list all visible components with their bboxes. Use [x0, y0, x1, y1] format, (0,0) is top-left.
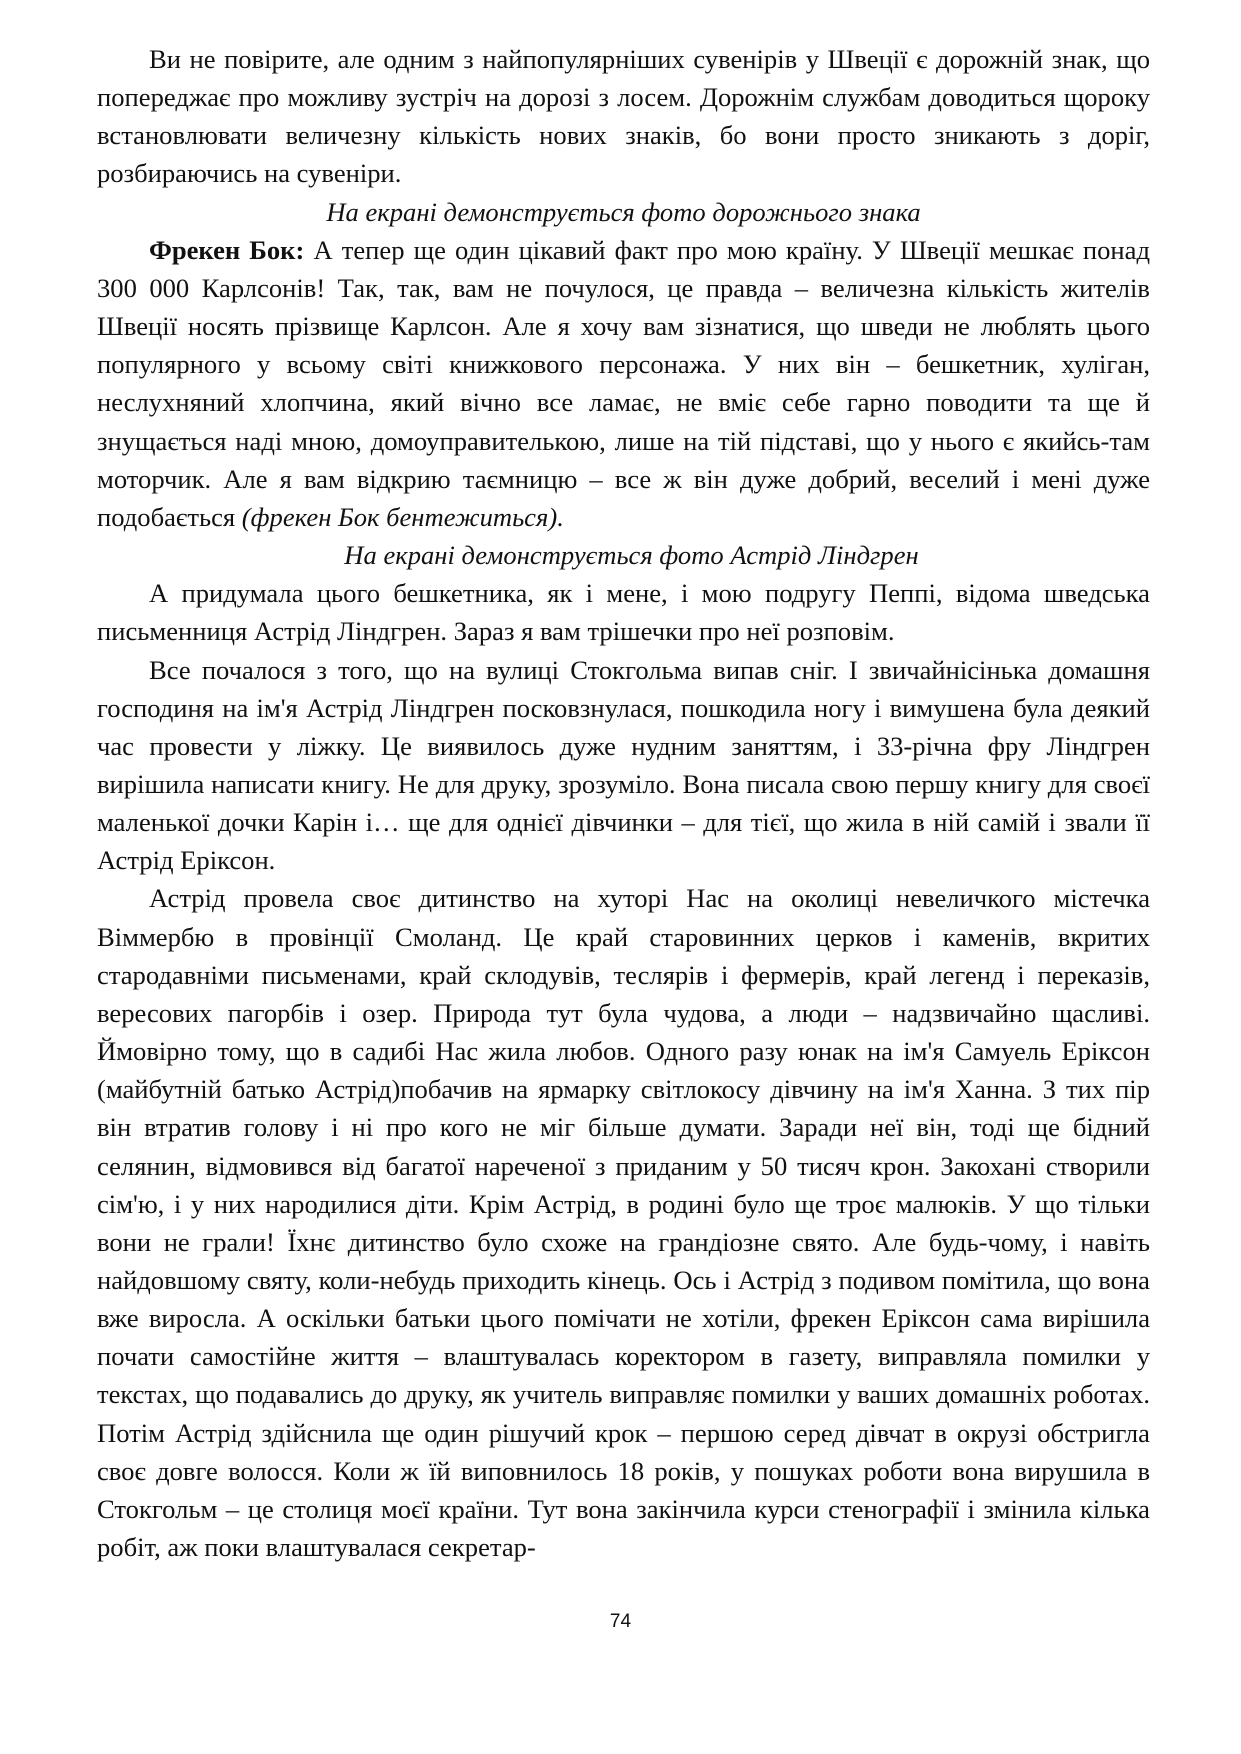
- paragraph-childhood: Астрід провела своє дитинство на хуторі Нас на околиці невеличкого містечка Віммербю в провінції Смоланд. Це край старовинних церков і каменів, вкритих стародавніми письменами, край склодувів, теслярів і фермерів, край легенд і переказів, вересових пагорбів і озер. Природа тут була чудова, а люди – надзвичайно щасливі. Ймовірно тому, що в садибі Нас жила любов. Одного разу юнак на ім'я Самуель Еріксон (майбутній батько Астрід)побачив на ярмарку світлокосу дівчину на ім'я Ханна. З тих пір він втратив голову і ні про кого не міг більше думати. Заради неї він, тоді ще бідний селянин, відмовився від багатої нареченої з приданим у 50 тисяч крон. Закохані створили сім'ю, і у них народилися діти. Крім Астрід, в родині було ще троє малюків. У що тільки вони не грали! Їхнє дитинство було схоже на грандіозне свято. Але будь-чому, і навіть найдовшому святу, коли-небудь приходить кінець. Ось і Астрід з подивом помітила, що вона вже виросла. А оскільки батьки цього помічати не хотіли, фрекен Еріксон сама вирішила почати самостійне життя – влаштувалась коректором в газету, виправляла помилки у текстах, що подавались до друку, як учитель виправляє помилки у ваших домашніх роботах. Потім Астрід здійснила ще один рішучий крок – першою серед дівчат в окрузі обстригла своє довге волосся. Коли ж їй виповнилось 18 років, у пошуках роботи вона вирушила в Стокгольм – це столиця моєї країни. Тут вона закінчила курси стенографії і змінила кілька робіт, аж поки влаштувалася секретар-: [97, 883, 1150, 1563]
- speaker-line: А тепер ще один цікавий факт про мою країну. У Швеції мешкає понад 300 000 Карлсонів! Так, так, вам не почулося, це правда – величезна кількість жителів Швеції носять прізвище Карлсон. Але я хочу вам зізнатися, що шведи не люблять цього популярного у всьому світі книжкового персонажа. У них він – бешкетник, хуліган, неслухняний хлопчина, який вічно все ламає, не вміє себе гарно поводити та ще й знущається наді мною, домоуправителькою, лише на тій підставі, що у нього є якийсь-там моторчик. Але я вам відкрию таємницю – все ж він дуже добрий, веселий і мені дуже подобається: [97, 234, 1150, 532]
- stage-direction-road-sign: На екрані демонструється фото дорожнього знака: [326, 196, 921, 227]
- paragraph-first-book: Все почалося з того, що на вулиці Стокгольма випав сніг. І звичайнісінька домашня господиня на ім'я Астрід Ліндгрен посковзнулася, пошкодила ногу і вимушена була деякий час провести у ліжку. Це виявилось дуже нудним заняттям, і 33-річна фру Ліндгрен вирішила написати книгу. Не для друку, зрозуміло. Вона писала свою першу книгу для своєї маленької дочки Карін і… ще для однієї дівчинки – для тієї, що жила в ній самій і звали її Астрід Еріксон.: [97, 654, 1150, 876]
- stage-direction-lindgren-photo: На екрані демонструється фото Астрід Ліндгрен: [344, 540, 919, 571]
- page-body: [97, 40, 1150, 1566]
- speaker-name: Фрекен Бок:: [149, 234, 305, 265]
- paragraph-freken-bok: [97, 231, 1150, 536]
- page-number: 74: [609, 1611, 632, 1632]
- paragraph-author-intro: А придумала цього бешкетника, як і мене, і мою подругу Пеппі, відома шведська письменниця Астрід Ліндгрен. Зараз я вам трішечки про неї розповім.: [97, 578, 1150, 647]
- paragraph-souvenir-sign: Ви не повірите, але одним з найпопулярніших сувенірів у Швеції є дорожній знак, що попереджає про можливу зустріч на дорозі з лосем. Дорожнім службам доводиться щороку встановлювати величезну кількість нових знаків, бо вони просто зникають з доріг, розбираючись на сувеніри.: [97, 44, 1150, 189]
- inline-stage-direction: (фрекен Бок бентежиться).: [241, 501, 564, 532]
